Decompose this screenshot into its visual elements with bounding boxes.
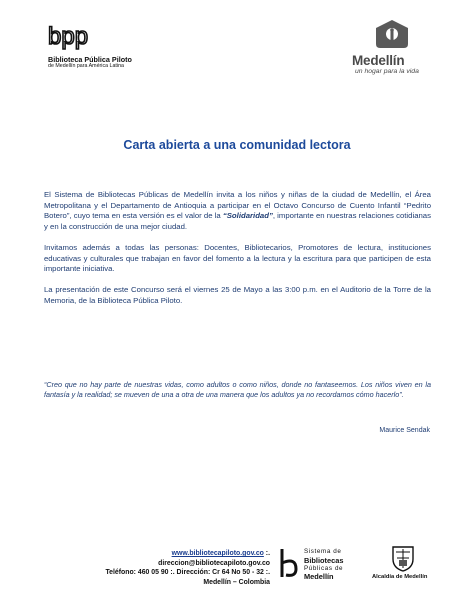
paragraph-invitation-end: , importante en nuestras relaciones cotidianas y en la construcción de una mejor ciudad.	[44, 211, 431, 231]
medellin-logo-slogan: un hogar para la vida	[355, 68, 419, 75]
library-system-line2: Bibliotecas	[304, 556, 344, 565]
footer-phone-address: Teléfono: 460 05 90 :. Dirección: Cr 64 No 50 - 32 :.	[105, 569, 270, 577]
library-system-line4: Medellín	[304, 572, 334, 581]
medellin-logo-name: Medellín	[352, 53, 405, 68]
email-link[interactable]: direccion@bibliotecapiloto.gov.co	[158, 559, 270, 567]
paragraph-presentation: La presentación de este Concurso será el viernes 25 de Mayo a las 3:00 p.m. en el Auditorio de la Torre de la Memoria, de la Biblioteca Pública Piloto.	[44, 285, 431, 305]
document-title: Carta abierta a una comunidad lectora	[123, 138, 351, 152]
footer-web-line	[105, 549, 270, 559]
bpp-logo-name: Biblioteca Pública Piloto	[48, 55, 132, 64]
alcaldia-label: Alcaldía de Medellín	[372, 574, 428, 580]
quote-author: Maurice Sendak	[379, 427, 430, 434]
bpp-logo-subtitle: de Medellín para América Latina	[48, 63, 124, 69]
library-system-line1: Sistema de	[304, 548, 342, 555]
bpp-mark-text: bpp	[48, 24, 88, 50]
footer-city: Medellín – Colombia	[203, 578, 270, 586]
paragraph-audience: Invitamos además a todas las personas: Docentes, Bibliotecarios, Promotores de lectura, instituciones educativas y culturales que trabajan en favor del fomento a la lectura y la escritura para que participen de esta importante iniciativa.	[44, 243, 431, 274]
website-link[interactable]: www.bibliotecapiloto.gov.co	[171, 550, 264, 557]
quote-text: “Creo que no hay parte de nuestras vidas, como adultos o como niños, donde no fantaseemos. Los niños viven en la fantasía y la realidad; se mueven de una a otra de una manera que los adultos ya no recordamos cómo hacerlo”.	[44, 380, 431, 400]
paragraph-invitation	[44, 190, 431, 232]
solidaridad-emphasis: “Solidaridad”	[222, 211, 273, 221]
bpp-logo-mark	[48, 24, 88, 50]
alcaldia-shield-icon	[390, 544, 416, 572]
footer-web-suffix: :.	[263, 550, 270, 557]
library-system-line3: Públicas de	[304, 565, 344, 572]
library-system-logo-mark	[278, 547, 300, 579]
medellin-logo-mark	[372, 18, 412, 50]
footer-contact	[105, 549, 270, 587]
paragraph-invitation-start: El Sistema de Bibliotecas Públicas de Medellín invita a los niños y niñas de la ciudad de Medellín, el Área Metropolitana y el Departamento de Antioquia a participar en el Octavo Concurso de Cuento Infantil “Pedrito Botero”, cuyo tema en esta versión es el valor de la	[44, 190, 431, 221]
